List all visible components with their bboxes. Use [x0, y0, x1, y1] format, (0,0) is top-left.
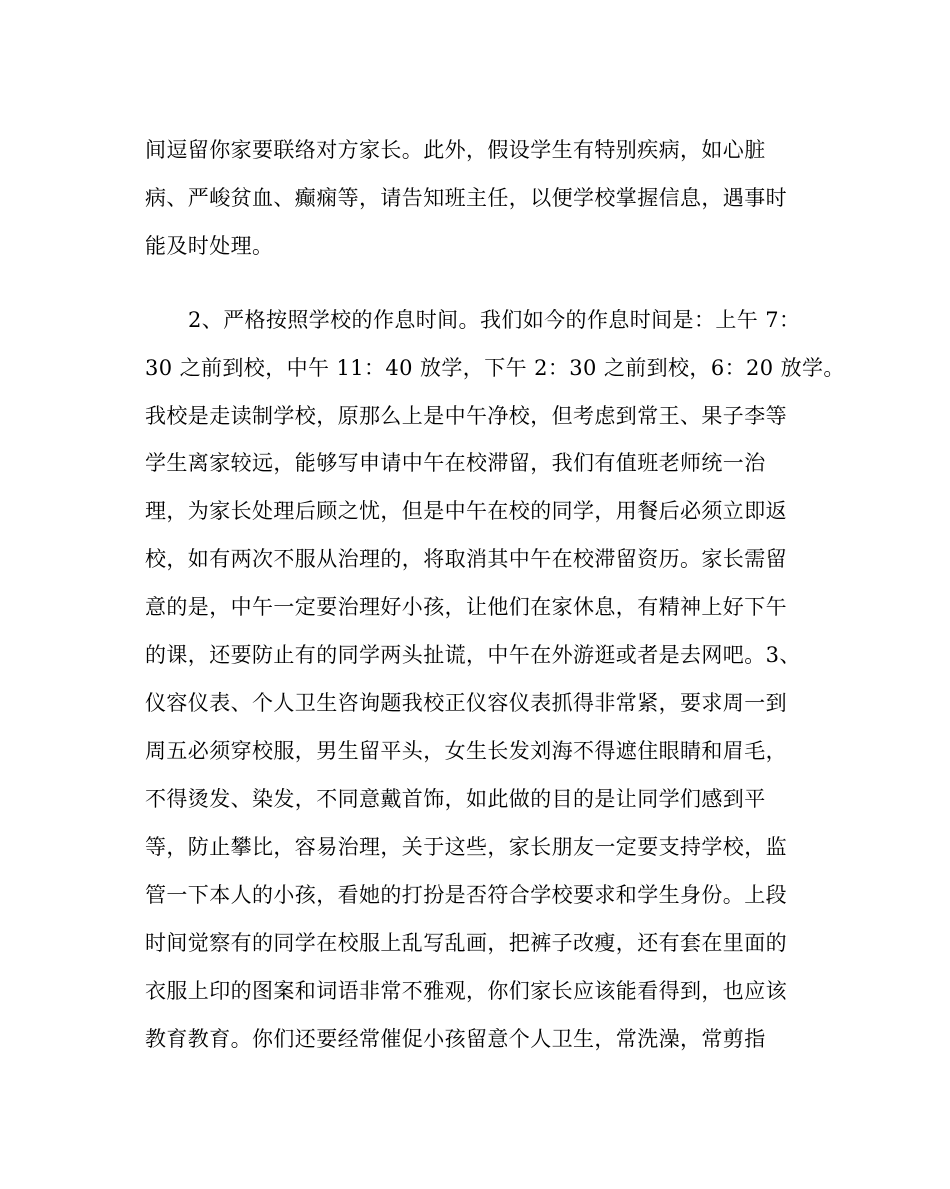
text-line: 等，防止攀比，容易治理，关于这些，家长朋友一定要支持学校，监 — [145, 835, 787, 859]
text-line: 理，为家长处理后顾之忧，但是中午在校的同学，用餐后必须立即返 — [145, 499, 787, 523]
text-line: 间逗留你家要联络对方家长。此外，假设学生有特别疾病，如心脏 — [145, 138, 766, 162]
text-line: 学生离家较远，能够写申请中午在校滞留，我们有值班老师统一治 — [145, 451, 766, 475]
text-line: 我校是走读制学校，原那么上是中午净校，但考虑到常王、果子李等 — [145, 404, 787, 428]
text-line: 仪容仪表、个人卫生咨询题我校正仪容仪表抓得非常紧，要求周一到 — [145, 691, 787, 715]
text-line: 时间觉察有的同学在校服上乱写乱画，把裤子改瘦，还有套在里面的 — [145, 931, 787, 955]
text-line: 的课，还要防止有的同学两头扯谎，中午在外游逛或者是去网吧。3、 — [145, 643, 801, 667]
text-line: 意的是，中午一定要治理好小孩，让他们在家休息，有精神上好下午 — [145, 595, 787, 619]
text-line: 周五必须穿校服，男生留平头，女生长发刘海不得遮住眼睛和眉毛， — [145, 739, 787, 763]
text-line: 校，如有两次不服从治理的，将取消其中午在校滞留资历。家长需留 — [145, 547, 787, 571]
text-line: 衣服上印的图案和词语非常不雅观，你们家长应该能看得到，也应该 — [145, 979, 787, 1003]
text-line: 教育教育。你们还要经常催促小孩留意个人卫生，常洗澡，常剪指 — [145, 1027, 766, 1051]
text-line: 能及时处理。 — [145, 234, 274, 258]
text-line: 2、严格按照学校的作息时间。我们如今的作息时间是：上午 7： — [188, 308, 801, 332]
text-line: 30 之前到校，中午 11：40 放学，下午 2：30 之前到校，6：20 放学。 — [145, 356, 845, 380]
text-line: 不得烫发、染发，不同意戴首饰，如此做的目的是让同学们感到平 — [145, 787, 766, 811]
text-line: 病、严峻贫血、癫痫等，请告知班主任，以便学校掌握信息，遇事时 — [145, 186, 787, 210]
text-line: 管一下本人的小孩，看她的打扮是否符合学校要求和学生身份。上段 — [145, 883, 787, 907]
